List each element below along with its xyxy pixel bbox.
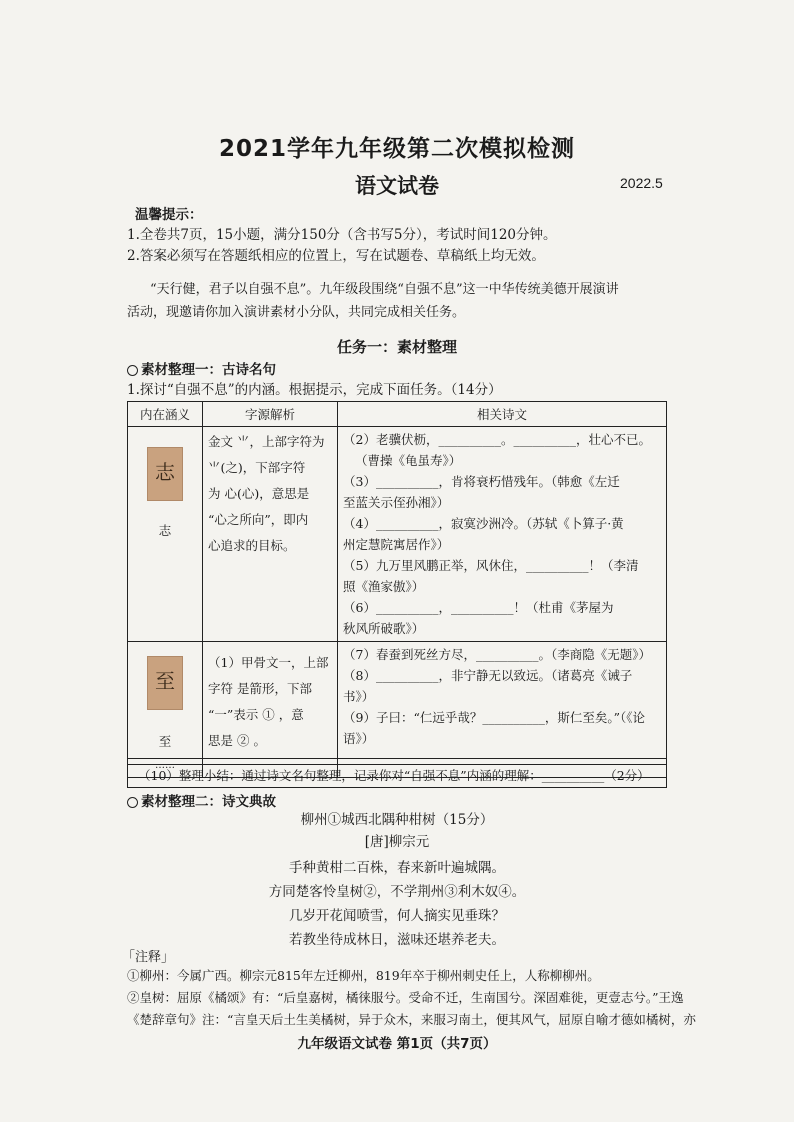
poem-author: [唐]柳宗元 bbox=[364, 834, 430, 850]
circle-bullet-icon bbox=[127, 365, 138, 376]
poems-cell: （2）老骥伏枥，__________。__________，壮心不已。 （曹操《龟虽寿》） （3）__________，肯将衰朽惜残年。（韩愈《左迁 至蓝关示侄孙湘》） （4）__________，寂寞沙洲冷。（苏轼《卜算子·黄 州定慧院寓居作》） （5）九万里风鹏正举，风休住，__________！（李清 照《渔家傲》） （6）__________，__________！（杜甫《茅屋为 秋风所破歌》） bbox=[338, 427, 667, 642]
poems-cell: （7）春蚕到死丝方尽，__________。（李商隐《无题》） （8）__________，非宁静无以致远。（诸葛亮《诫子 书》） （9）子曰：“仁远乎哉？__________，斯仁至矣。”（《论 语》） bbox=[338, 642, 667, 759]
poem-line: 手种黄柑二百株，春来新叶遍城隅。 bbox=[289, 860, 505, 876]
poem-line: 若教坐待成林日，滋味还堪养老夫。 bbox=[289, 932, 505, 948]
intro-line-2: 活动，现邀请你加入演讲素材小分队，共同完成相关任务。 bbox=[127, 305, 466, 320]
exam-subtitle: 语文试卷 bbox=[355, 174, 439, 198]
poem-title: 柳州①城西北隅种柑树（15分） bbox=[300, 812, 494, 828]
tip-1: 1.全卷共7页，15小题，满分150分（含书写5分），考试时间120分钟。 bbox=[127, 227, 557, 243]
table-header: 字源解析 bbox=[203, 402, 338, 427]
meaning-table bbox=[127, 401, 667, 778]
table-row bbox=[128, 427, 667, 642]
poem-line: 几岁开花闻喷雪，何人摘实见垂珠？ bbox=[289, 908, 505, 924]
etymology-cell: 金文 ⺌，上部字符为 ⺌(之)，下部字符 为 心(心)，意思是 “心之所向”，即内 心追求的目标。 bbox=[203, 427, 338, 642]
section-1-title: 素材整理一：古诗名句 bbox=[127, 358, 276, 378]
circle-bullet-icon bbox=[127, 797, 138, 808]
note-1: ①柳州：今属广西。柳宗元815年左迁柳州，819年卒于柳州刺史任上，人称柳柳州。 bbox=[127, 968, 600, 983]
meaning-label: 志 bbox=[158, 523, 172, 538]
meaning-label: 至 bbox=[158, 734, 172, 749]
table-header-row bbox=[128, 402, 667, 427]
question-1: 1.探讨“自强不息”的内涵。根据提示，完成下面任务。（14分） bbox=[127, 382, 502, 398]
exam-title: 2021学年九年级第二次模拟检测 bbox=[218, 136, 575, 162]
section-2-title: 素材整理二：诗文典故 bbox=[127, 790, 276, 810]
bronze-glyph-image: 志 bbox=[147, 447, 183, 501]
ellipsis: …… bbox=[128, 759, 203, 778]
tip-2: 2.答案必须写在答题纸相应的位置上，写在试题卷、草稿纸上均无效。 bbox=[127, 248, 545, 264]
intro-line-1: “天行健，君子以自强不息”。九年级段围绕“自强不息”这一中华传统美德开展演讲 bbox=[150, 282, 619, 297]
summary-question: （10）整理小结：通过诗文名句整理，记录你对“自强不息”内涵的理解：__________（2分） bbox=[127, 764, 667, 788]
page-footer: 九年级语文试卷 第1页（共7页） bbox=[297, 1036, 497, 1052]
task-title: 任务一：素材整理 bbox=[336, 338, 457, 356]
tips-label: 温馨提示： bbox=[135, 207, 203, 223]
oracle-glyph-image: 至 bbox=[147, 656, 183, 710]
table-header: 内在涵义 bbox=[128, 402, 203, 427]
etymology-cell: （1）甲骨文一，上部 字符 是箭形，下部 “一”表示 ① ，意 思是 ② 。 bbox=[203, 642, 338, 759]
exam-date: 2022.5 bbox=[620, 175, 663, 191]
poem-line: 方同楚客怜皇树②，不学荆州③利木奴④。 bbox=[268, 884, 526, 900]
table-header: 相关诗文 bbox=[338, 402, 667, 427]
note-2: ②皇树：屈原《橘颂》有：“后皇嘉树，橘徕服兮。受命不迁，生南国兮。深固难徙，更壹志兮。”王逸 bbox=[127, 990, 684, 1005]
table-row bbox=[128, 642, 667, 759]
notes-label: 「注释」 bbox=[122, 950, 175, 965]
note-3: 《楚辞章句》注：“言皇天后土生美橘树，异于众木，来服习南土，便其风气，屈原自喻才德如橘树，亦 bbox=[127, 1012, 696, 1027]
